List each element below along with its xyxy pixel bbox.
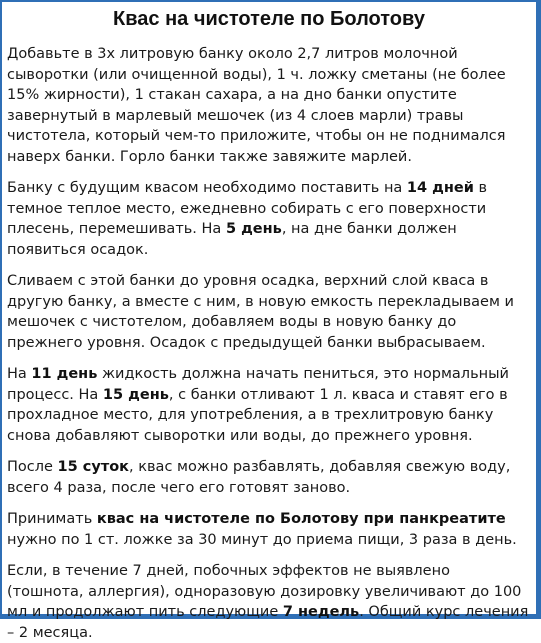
emphasis-text: 7 недель (282, 604, 360, 620)
text-run: Банку с будущим квасом необходимо поставить на (7, 180, 407, 196)
text-run: нужно по 1 ст. ложке за 30 минут до приема пищи, 3 раза в день. (7, 531, 517, 548)
emphasis-text: 15 суток (57, 459, 130, 475)
emphasis-text: 14 дней (406, 180, 474, 196)
text-run: Добавьте в 3х литровую банку около 2,7 литров молочной сыворотки (или очищенной воды), 1 ч. ложку сметаны (не более 15% жирности), 1 стакан сахара, а на дно банки опустите завернутый в марлевый мешочек (из 4 слоев марли) травы чистотела, который чем-то приложите, чтобы он не поднимался наверх банки. Горло банки также завяжите марлей. (7, 46, 506, 165)
emphasis-text: 11 день (31, 366, 98, 382)
paragraph-5 (7, 457, 530, 498)
text-run: , на дне банки должен появиться осадок. (7, 221, 457, 258)
text-run: в темное теплое место, ежедневно собирать с его поверхности плесень, перемешивать. На (7, 180, 488, 237)
text-run: , с банки отливают 1 л. кваса и ставят его в прохладное место, для употребления, а в трехлитровую банку снова добавляют сыворотки или воды, до прежнего уровня. (7, 386, 508, 444)
emphasis-text: квас на чистотеле по Болотову при панкреатите (96, 511, 506, 527)
text-run: . Общий курс лечения – 2 месяца. (7, 604, 529, 641)
article-title: Квас на чистотеле по Болотову (113, 8, 425, 30)
paragraph-3 (7, 271, 530, 353)
paragraph-4 (7, 364, 530, 446)
article-body (2, 32, 536, 643)
paragraph-2 (7, 178, 530, 260)
emphasis-text: 5 день (225, 221, 282, 237)
text-run: Если, в течение 7 дней, побочных эффектов не выявлено (тошнота, аллергия), одноразовую дозировку увеличивают до 100 мл и продолжают пить следующие (7, 563, 522, 620)
paragraph-1 (7, 44, 530, 167)
paragraph-7 (7, 561, 530, 643)
text-run: Принимать (7, 511, 97, 527)
text-run: После (7, 459, 58, 475)
text-run: , квас можно разбавлять, добавляя свежую воду, всего 4 раза, после чего его готовят заново. (7, 459, 511, 496)
text-run: На (7, 366, 32, 382)
text-run: жидкость должна начать пениться, это нормальный процесс. На (7, 366, 509, 403)
text-run: Сливаем с этой банки до уровня осадка, верхний слой кваса в другую банку, а вместе с ним, в новую емкость перекладываем и мешочек с чистотелом, добавляем воды в новую банку до прежнего уровня. Осадок с предыдущей банки выбрасываем. (7, 273, 514, 351)
paragraph-6 (7, 509, 530, 550)
emphasis-text: 15 день (102, 386, 169, 403)
